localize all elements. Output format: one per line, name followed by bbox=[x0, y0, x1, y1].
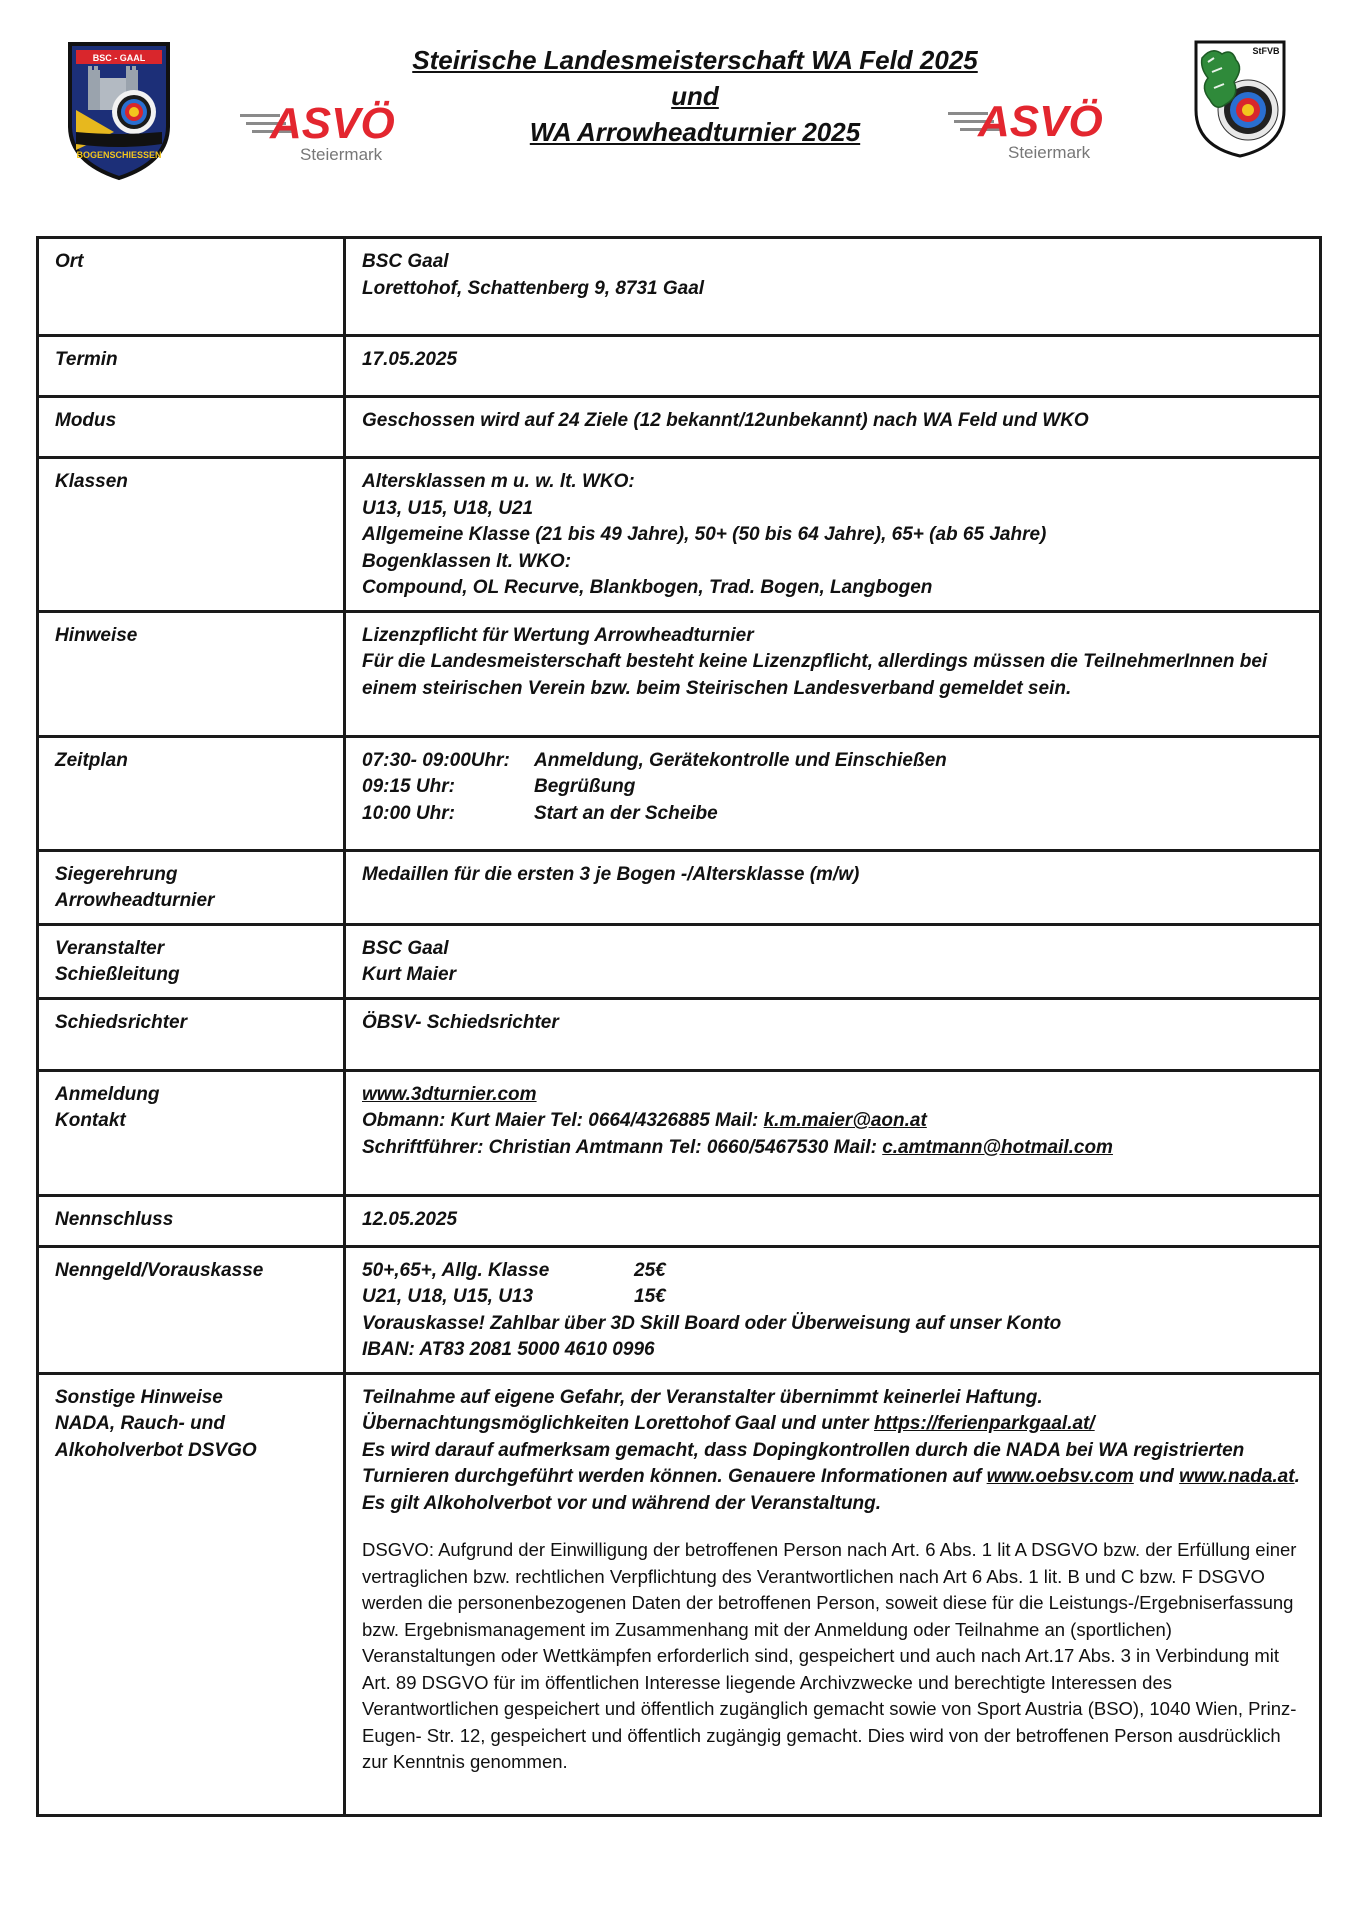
row-anmeldung bbox=[38, 1070, 1321, 1195]
stfvb-text: StFVB bbox=[1252, 46, 1280, 56]
label-zeitplan: Zeitplan bbox=[55, 749, 128, 771]
label-hinweise: Hinweise bbox=[55, 624, 138, 646]
iban-text: IBAN: AT83 2081 5000 4610 0996 bbox=[362, 1339, 655, 1360]
uebernachtung-text: Übernachtungsmöglichkeiten Lorettohof Gaal und unter https://ferienparkgaal.at/ bbox=[362, 1413, 1095, 1434]
value-cell bbox=[345, 238, 1321, 336]
title-line-1: Steirische Landesmeisterschaft WA Feld 2025 bbox=[412, 45, 978, 75]
veranstalter-person: Kurt Maier bbox=[362, 964, 456, 985]
row-nennschluss bbox=[38, 1195, 1321, 1246]
veranstalter-club: BSC Gaal bbox=[362, 937, 449, 959]
row-zeitplan bbox=[38, 736, 1321, 850]
label-nada: NADA, Rauch- und bbox=[55, 1413, 225, 1434]
label-siegerehrung-2: Arrowheadturnier bbox=[55, 890, 215, 911]
fee-row: 50+,65+, Allg. Klasse 25€ bbox=[362, 1259, 666, 1281]
asvo-brand-right: ASVÖ bbox=[978, 98, 1103, 146]
asvo-sub-right: Steiermark bbox=[1008, 143, 1091, 162]
obmann-mail-link[interactable]: k.m.maier@aon.at bbox=[763, 1110, 927, 1131]
row-ort bbox=[38, 238, 1321, 336]
label-veranstalter: Veranstalter bbox=[55, 937, 165, 959]
row-termin bbox=[38, 336, 1321, 397]
fee-row: U21, U18, U15, U13 15€ bbox=[362, 1286, 666, 1307]
schrift-mail-link[interactable]: c.amtmann@hotmail.com bbox=[882, 1136, 1113, 1158]
label-nenngeld: Nenngeld/Vorauskasse bbox=[55, 1259, 264, 1281]
klassen-line: U13, U15, U18, U21 bbox=[362, 497, 534, 519]
label-nennschluss: Nennschluss bbox=[55, 1208, 174, 1230]
row-sonstige bbox=[38, 1373, 1321, 1815]
label-ort: Ort bbox=[55, 251, 84, 272]
hinweise-line: Lizenzpflicht für Wertung Arrowheadturnier bbox=[362, 624, 754, 646]
asvo-logo-right bbox=[948, 98, 1118, 164]
row-veranstalter bbox=[38, 924, 1321, 998]
zeitplan-item: 09:15 Uhr: Begrüßung bbox=[362, 776, 636, 797]
dsgvo-text: DSGVO: Aufgrund der Einwilligung der betroffenen Person nach Art. 6 Abs. 1 lit A DSGVO bzw. der Erfüllung einer vertraglichen bzw. rechtlichen Verpflichtung des Verantwortlichen nach Art 6 Abs. 1 lit. B und C bzw. F DSGVO werden die personenbezogenen Daten der betroffenen Person, soweit diese für die Leistungs-/Ergebniserfassung bzw. Ergebnismanagement im Zusammenhang mit der Anmeldung oder Teilnahme an (sportlichen) Veranstaltungen oder Wettkämpfen erforderlich sind, gespeichert und auch nach Art.17 Abs. 3 in Verbindung mit Art. 89 DSGVO für im öffentlichen Interesse liegende Archivzwecke und berechtigte Interessen des Verantwortlichen gespeichert und öffentlich zugänglich gemacht sowie von Sport Austria (BSO), 1040 Wien, Prinz-Eugen- Str. 12, gespeichert und öffentlich zugängig gemacht. Dies wird von der betroffenen Person ausdrücklich zur Kenntnis genommen. bbox=[362, 1539, 1297, 1772]
nada-link[interactable]: www.nada.at bbox=[1179, 1466, 1295, 1487]
schrift-contact: Schriftführer: Christian Amtmann Tel: 0660/5467530 Mail: c.amtmann@hotmail.com bbox=[362, 1136, 1113, 1158]
asvo-logo bbox=[240, 100, 410, 166]
doping-para: Es wird darauf aufmerksam gemacht, dass Dopingkontrollen durch die NADA bei WA registrierten Turnieren durchgeführt werden können. Genauere Informationen auf www.oebsv.com und www.nada.at. Es gilt Alkoholverbot vor und während der Veranstaltung. bbox=[362, 1439, 1300, 1514]
row-siegerehrung bbox=[38, 850, 1321, 924]
klassen-line: Allgemeine Klasse (21 bis 49 Jahre), 50+ (50 bis 64 Jahre), 65+ (ab 65 Jahre) bbox=[362, 524, 1047, 545]
title-line-2: und bbox=[671, 81, 719, 111]
zeitplan-item: 10:00 Uhr: Start an der Scheibe bbox=[362, 802, 718, 824]
modus-text: Geschossen wird auf 24 Ziele (12 bekannt/12unbekannt) nach WA Feld und WKO bbox=[362, 410, 1089, 431]
label-anmeldung: Anmeldung bbox=[55, 1083, 160, 1105]
label-schiessleitung: Schießleitung bbox=[55, 964, 180, 985]
website-link[interactable]: www.3dturnier.com bbox=[362, 1083, 537, 1105]
zeitplan-item: 07:30- 09:00Uhr: Anmeldung, Gerätekontrolle und Einschießen bbox=[362, 749, 947, 771]
ferienpark-link[interactable]: https://ferienparkgaal.at/ bbox=[873, 1413, 1095, 1434]
row-modus bbox=[38, 397, 1321, 458]
klassen-line: Compound, OL Recurve, Blankbogen, Trad. Bogen, Langbogen bbox=[362, 577, 933, 598]
label-alkohol: Alkoholverbot DSVGO bbox=[55, 1439, 257, 1461]
label-modus: Modus bbox=[55, 410, 117, 431]
ort-club: BSC Gaal bbox=[362, 251, 449, 272]
label-termin: Termin bbox=[55, 349, 118, 370]
club-crest-logo bbox=[66, 40, 172, 182]
label-cell bbox=[38, 238, 345, 336]
crest-top-text: BSC - GAAL bbox=[92, 53, 146, 63]
label-schiedsrichter: Schiedsrichter bbox=[55, 1011, 187, 1033]
row-schiedsrichter bbox=[38, 998, 1321, 1070]
row-hinweise bbox=[38, 611, 1321, 736]
row-nenngeld bbox=[38, 1246, 1321, 1373]
label-sonstige: Sonstige Hinweise bbox=[55, 1386, 223, 1408]
klassen-line: Bogenklassen lt. WKO: bbox=[362, 550, 572, 572]
crest-bottom-text: BOGENSCHIESSEN bbox=[76, 150, 162, 160]
asvo-brand: ASVÖ bbox=[270, 100, 395, 148]
oebsv-link[interactable]: www.oebsv.com bbox=[986, 1466, 1134, 1487]
row-klassen bbox=[38, 458, 1321, 612]
vorauskasse-text: Vorauskasse! Zahlbar über 3D Skill Board oder Überweisung auf unser Konto bbox=[362, 1312, 1062, 1334]
klassen-line: Altersklassen m u. w. lt. WKO: bbox=[362, 471, 635, 492]
title-line-3: WA Arrowheadturnier 2025 bbox=[529, 117, 861, 147]
haftung-text: Teilnahme auf eigene Gefahr, der Veranstalter übernimmt keinerlei Haftung. bbox=[362, 1386, 1043, 1408]
hinweise-para: Für die Landesmeisterschaft besteht keine Lizenzpflicht, allerdings müssen die TeilnehmerInnen bei einem steirischen Verein bzw. beim Steirischen Landesverband gemeldet sein. bbox=[362, 651, 1268, 699]
asvo-sub: Steiermark bbox=[300, 145, 383, 164]
label-klassen: Klassen bbox=[55, 471, 128, 492]
siegerehrung-text: Medaillen für die ersten 3 je Bogen -/Altersklasse (m/w) bbox=[362, 863, 860, 885]
termin-date: 17.05.2025 bbox=[362, 349, 458, 370]
nennschluss-date: 12.05.2025 bbox=[362, 1208, 458, 1230]
info-table bbox=[36, 236, 1322, 1817]
schiedsrichter-text: ÖBSV- Schiedsrichter bbox=[362, 1011, 559, 1033]
label-siegerehrung: Siegerehrung bbox=[55, 863, 178, 885]
panther-target-logo bbox=[1192, 38, 1288, 160]
ort-address: Lorettohof, Schattenberg 9, 8731 Gaal bbox=[362, 277, 705, 299]
label-kontakt: Kontakt bbox=[55, 1110, 126, 1131]
obmann-contact: Obmann: Kurt Maier Tel: 0664/4326885 Mail: k.m.maier@aon.at bbox=[362, 1110, 927, 1131]
